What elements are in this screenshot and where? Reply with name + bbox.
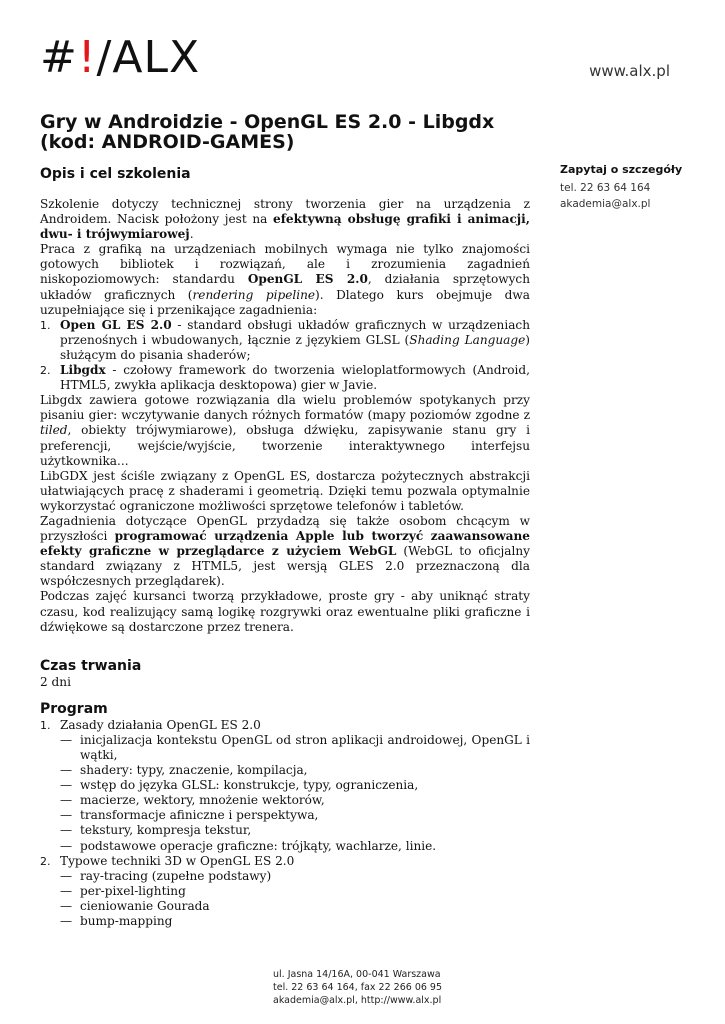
logo-slash: / <box>96 32 113 83</box>
list-item: — shadery: typy, znaczenie, kompilacja, <box>60 763 530 778</box>
list-item: — per-pixel-lighting <box>60 884 530 899</box>
list-item: 2. Libgdx - czołowy framework do tworzenia wieloplatformowych (Android, HTML5, zwykła aplikacja desktopowa) gier w Javie. <box>40 363 530 393</box>
list-item: — macierze, wektory, mnożenie wektorów, <box>60 793 530 808</box>
program-section: 2. Typowe techniki 3D w OpenGL ES 2.0 — ray-tracing (zupełne podstawy) — per-pixel-lighting — cieniowanie Gourada — bump-mapping <box>40 854 530 929</box>
section-heading-czas: Czas trwania <box>40 657 142 674</box>
list-item: — inicjalizacja kontekstu OpenGL od stron aplikacji androidowej, OpenGL i wątki, <box>60 733 530 763</box>
list-item: — cieniowanie Gourada <box>60 899 530 914</box>
contact-heading: Zapytaj o szczegóły <box>560 163 683 176</box>
logo-hash: # <box>40 32 78 83</box>
list-item: — tekstury, kompresja tekstur, <box>60 823 530 838</box>
section-heading-program: Program <box>40 700 108 717</box>
contact-email[interactable]: akademia@alx.pl <box>560 198 651 210</box>
footer-address: ul. Jasna 14/16A, 00-041 Warszawa <box>273 969 441 980</box>
list-item: — transformacje afiniczne i perspektywa, <box>60 808 530 823</box>
logo-name: ALX <box>112 32 201 83</box>
opis-paragraph-3: Libgdx zawiera gotowe rozwiązania dla wielu problemów spotykanych przy pisaniu gier: wczytywanie danych różnych formatów (mapy poziomów zgodne z tiled, obiekty trójwymiarowe), obsługa dźwięku, zapisywanie stanu gry i preferencji, wejście/wyjście, tworzenie interaktywnego interfejsu użytkownika... <box>40 393 530 468</box>
program-sublist <box>60 869 530 929</box>
czas-value: 2 dni <box>40 674 71 689</box>
opis-paragraph-1: Szkolenie dotyczy technicznej strony tworzenia gier na urządzenia z Androidem. Nacisk położony jest na efektywną obsługę grafiki i animacji, dwu- i trójwymiarowej. <box>40 197 530 242</box>
footer-contact[interactable]: akademia@alx.pl, http://www.alx.pl <box>273 995 442 1006</box>
list-item: 1. Open GL ES 2.0 - standard obsługi układów graficznych w urządzeniach przenośnych i wbudowanych, łącznie z językiem GLSL (Shading Language) służącym do pisania shaderów; <box>40 317 530 362</box>
contact-phone: tel. 22 63 64 164 <box>560 182 651 194</box>
program-list <box>40 718 530 929</box>
logo-bang: ! <box>77 32 97 83</box>
list-item: — ray-tracing (zupełne podstawy) <box>60 869 530 884</box>
site-url[interactable]: www.alx.pl <box>589 62 670 80</box>
main-content <box>40 165 530 929</box>
opis-paragraph-4: LibGDX jest ściśle związany z OpenGL ES, dostarcza pożytecznych abstrakcji ułatwiających pracę z shaderami i geometrią. Dzięki temu pozwala optymalnie wykorzystać ograniczone możliwości sprzętowe telefonów i tabletów. <box>40 468 530 513</box>
list-item: — bump-mapping <box>60 914 530 929</box>
page-title: Gry w Androidzie - OpenGL ES 2.0 - Libgdx (kod: ANDROID-GAMES) <box>40 111 495 153</box>
list-item: — podstawowe operacje graficzne: trójkąty, wachlarze, linie. <box>60 839 530 854</box>
program-section: 1. Zasady działania OpenGL ES 2.0 — inicjalizacja kontekstu OpenGL od stron aplikacji androidowej, OpenGL i wątki, — shadery: typy, znaczenie, kompilacja, — wstęp do języka GLSL: konstrukcje, typy, ograniczenia, — macierze, wektory, mnożenie wektorów, — transformacje afiniczne i perspektywa, — tekstury, kompresja tekstur, — podstawowe operacje graficzne: trójkąty, wachlarze, linie. <box>40 718 530 854</box>
program-sublist <box>60 733 530 854</box>
opis-paragraph-5: Zagadnienia dotyczące OpenGL przydadzą się także osobom chcącym w przyszłości programować urządzenia Apple lub tworzyć zaawansowane efekty graficzne w przeglądarce z użyciem WebGL (WebGL to oficjalny standard związany z HTML5, jest wersją GLES 2.0 przeznaczoną dla współczesnych przeglądarek). <box>40 513 531 589</box>
page-footer <box>273 968 442 1007</box>
contact-box <box>560 162 720 212</box>
alx-logo <box>40 32 201 83</box>
opis-list <box>40 318 530 393</box>
list-item: — wstęp do języka GLSL: konstrukcje, typy, ograniczenia, <box>60 778 530 793</box>
footer-phones: tel. 22 63 64 164, fax 22 266 06 95 <box>273 982 443 993</box>
opis-paragraph-2: Praca z grafiką na urządzeniach mobilnych wymaga nie tylko znajomości gotowych bibliotek i rozwiązań, ale i zrozumienia zagadnień niskopoziomowych: standardu OpenGL ES 2.0, działania sprzętowych układów graficznych (rendering pipeline). Dlatego kurs obejmuje dwa uzupełniające się i przenikające zagadnienia: <box>40 242 530 317</box>
section-heading-opis: Opis i cel szkolenia <box>40 166 191 182</box>
opis-paragraph-6: Podczas zajęć kursanci tworzą przykładowe, proste gry - aby uniknąć straty czasu, kod realizujący samą logikę rozgrywki oraz ewentualne pliki graficzne i dźwiękowe są dostarczone przez trenera. <box>40 589 530 634</box>
